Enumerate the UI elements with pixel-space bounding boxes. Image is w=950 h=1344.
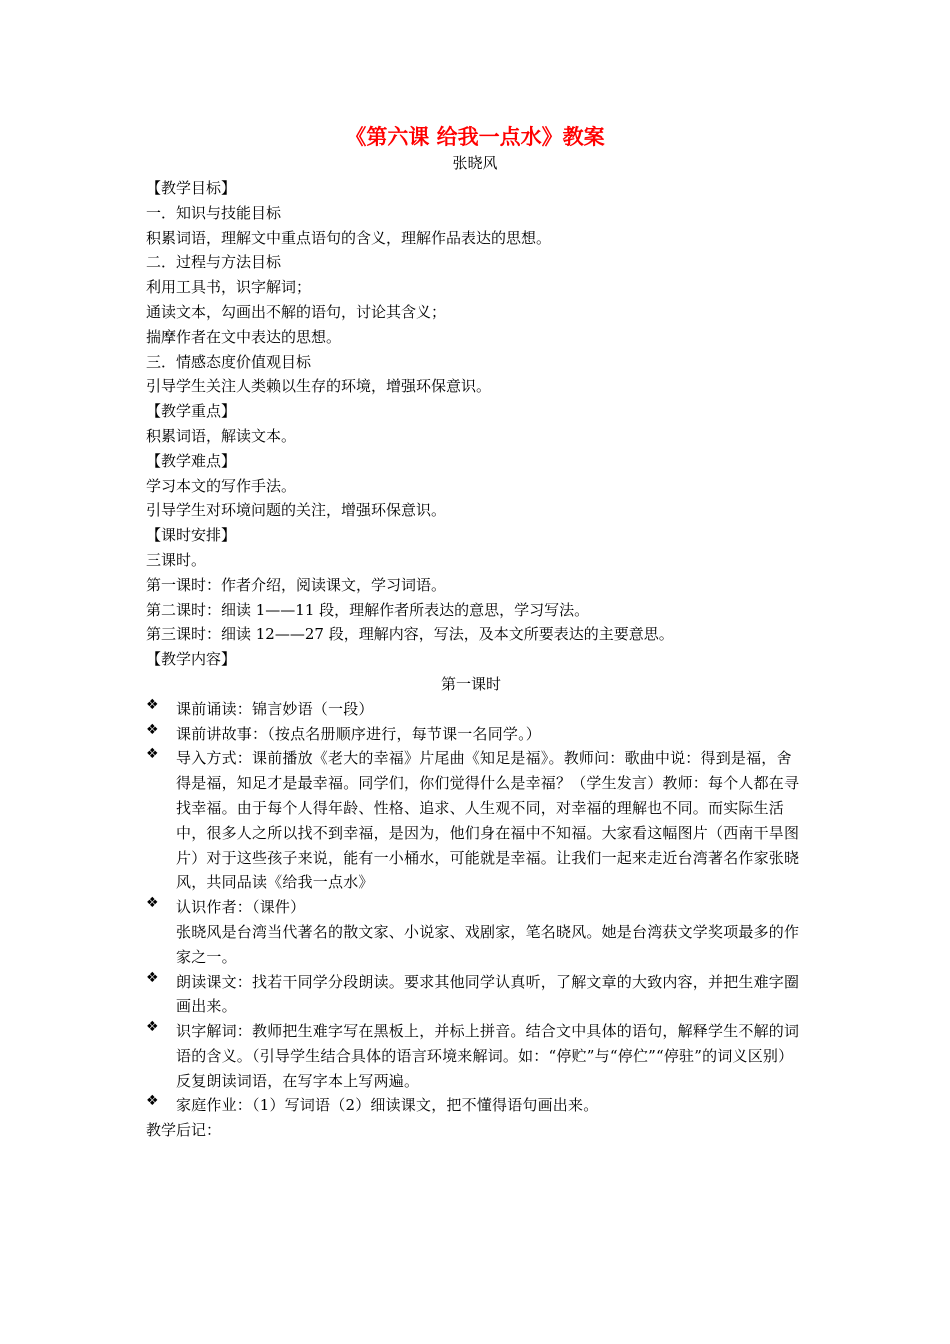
bullet-text: 朗读课文：找若干同学分段朗读。要求其他同学认真听，了解文章的大致内容，并把生难字圈画出来。 bbox=[176, 972, 800, 1016]
body-line: 第二课时：细读 1——11 段，理解作者所表达的意思，学习写法。 bbox=[146, 600, 590, 619]
section-heading-content: 【教学内容】 bbox=[146, 650, 237, 669]
body-line: 第三课时：细读 12——27 段，理解内容，写法，及本文所要表达的主要意思。 bbox=[146, 625, 674, 644]
bullet-mark: ❖ bbox=[146, 696, 159, 713]
bullet-mark: ❖ bbox=[146, 1019, 159, 1036]
body-line: 学习本文的写作手法。 bbox=[146, 476, 297, 495]
body-line: 积累词语，解读文本。 bbox=[146, 426, 297, 445]
bullet-item bbox=[146, 970, 806, 1020]
bullet-item bbox=[146, 722, 806, 747]
body-line: 引导学生对环境问题的关注，增强环保意识。 bbox=[146, 501, 447, 520]
bullet-item bbox=[146, 697, 806, 722]
bullet-text: 导入方式：课前播放《老大的幸福》片尾曲《知足是福》。教师问：歌曲中说：得到是福，舍得是福，知足才是最幸福。同学们，你们觉得什么是幸福？（学生发言）教师：每个人都在寻找幸福。由于每个人得年龄、性格、追求、人生观不同，对幸福的理解也不同。而实际生活中，很多人之所以找不到幸福，是因为，他们身在福中不知福。大家看这幅图片（西南干旱图片）对于这些孩子来说，能有一小桶水，可能就是幸福。让我们一起来走近台湾著名作家张晓风，共同品读《给我一点水》 bbox=[176, 749, 800, 892]
subheading-process: 二．过程与方法目标 bbox=[146, 253, 282, 272]
bullet-paragraph bbox=[146, 920, 806, 970]
section-heading-difficulties: 【教学难点】 bbox=[146, 451, 237, 470]
body-line: 揣摩作者在文中表达的思想。 bbox=[146, 327, 342, 346]
body-line: 通读文本，勾画出不解的语句，讨论其含义； bbox=[146, 302, 447, 321]
section-heading-key-points: 【教学重点】 bbox=[146, 402, 237, 421]
body-line: 积累词语，理解文中重点语句的含义，理解作品表达的思想。 bbox=[146, 228, 552, 247]
bullet-mark: ❖ bbox=[146, 1093, 159, 1110]
bullet-mark: ❖ bbox=[146, 746, 159, 763]
body-line: 利用工具书，识字解词； bbox=[146, 278, 312, 297]
bullet-item bbox=[146, 1019, 806, 1093]
subheading-knowledge: 一．知识与技能目标 bbox=[146, 203, 282, 222]
bullet-item bbox=[146, 1093, 806, 1118]
body-line: 三课时。 bbox=[146, 550, 207, 569]
bullet-text: 认识作者：（课件） bbox=[176, 898, 306, 917]
bullet-text: 识字解词：教师把生难字写在黑板上，并标上拼音。结合文中具体的语句，解释学生不解的词语的含义。（引导学生结合具体的语言环境来解词。如：“停贮”与“停伫”“停驻”的词义区别）反复朗读词语，在写字本上写两遍。 bbox=[176, 1022, 800, 1090]
section-heading-objectives: 【教学目标】 bbox=[146, 179, 237, 197]
document-body bbox=[146, 176, 806, 1143]
body-line: 引导学生关注人类赖以生存的环境，增强环保意识。 bbox=[146, 377, 492, 396]
document-title: 《第六课 给我一点水》教案 bbox=[345, 125, 605, 149]
bullet-text: 家庭作业：（1）写词语（2）细读课文，把不懂得语句画出来。 bbox=[176, 1096, 599, 1115]
subheading-emotion: 三．情感态度价值观目标 bbox=[146, 352, 312, 371]
bullet-text: 课前讲故事：（按点名册顺序进行，每节课一名同学。） bbox=[176, 724, 542, 743]
bullet-mark: ❖ bbox=[146, 895, 159, 912]
afterword-label: 教学后记： bbox=[146, 1121, 222, 1140]
section-heading-schedule: 【课时安排】 bbox=[146, 526, 237, 545]
bullet-item bbox=[146, 746, 806, 895]
session-heading: 第一课时 bbox=[440, 674, 501, 693]
author-intro-text: 张晓风是台湾当代著名的散文家、小说家、戏剧家，笔名晓风。她是台湾获文学奖项最多的作家之一。 bbox=[176, 922, 800, 966]
bullet-text: 课前诵读：锦言妙语（一段） bbox=[176, 699, 374, 718]
bullet-mark: ❖ bbox=[146, 969, 159, 986]
body-line: 第一课时：作者介绍，阅读课文，学习词语。 bbox=[146, 575, 447, 594]
bullet-item bbox=[146, 895, 806, 920]
bullet-mark: ❖ bbox=[146, 721, 159, 738]
author-name: 张晓风 bbox=[452, 154, 498, 172]
